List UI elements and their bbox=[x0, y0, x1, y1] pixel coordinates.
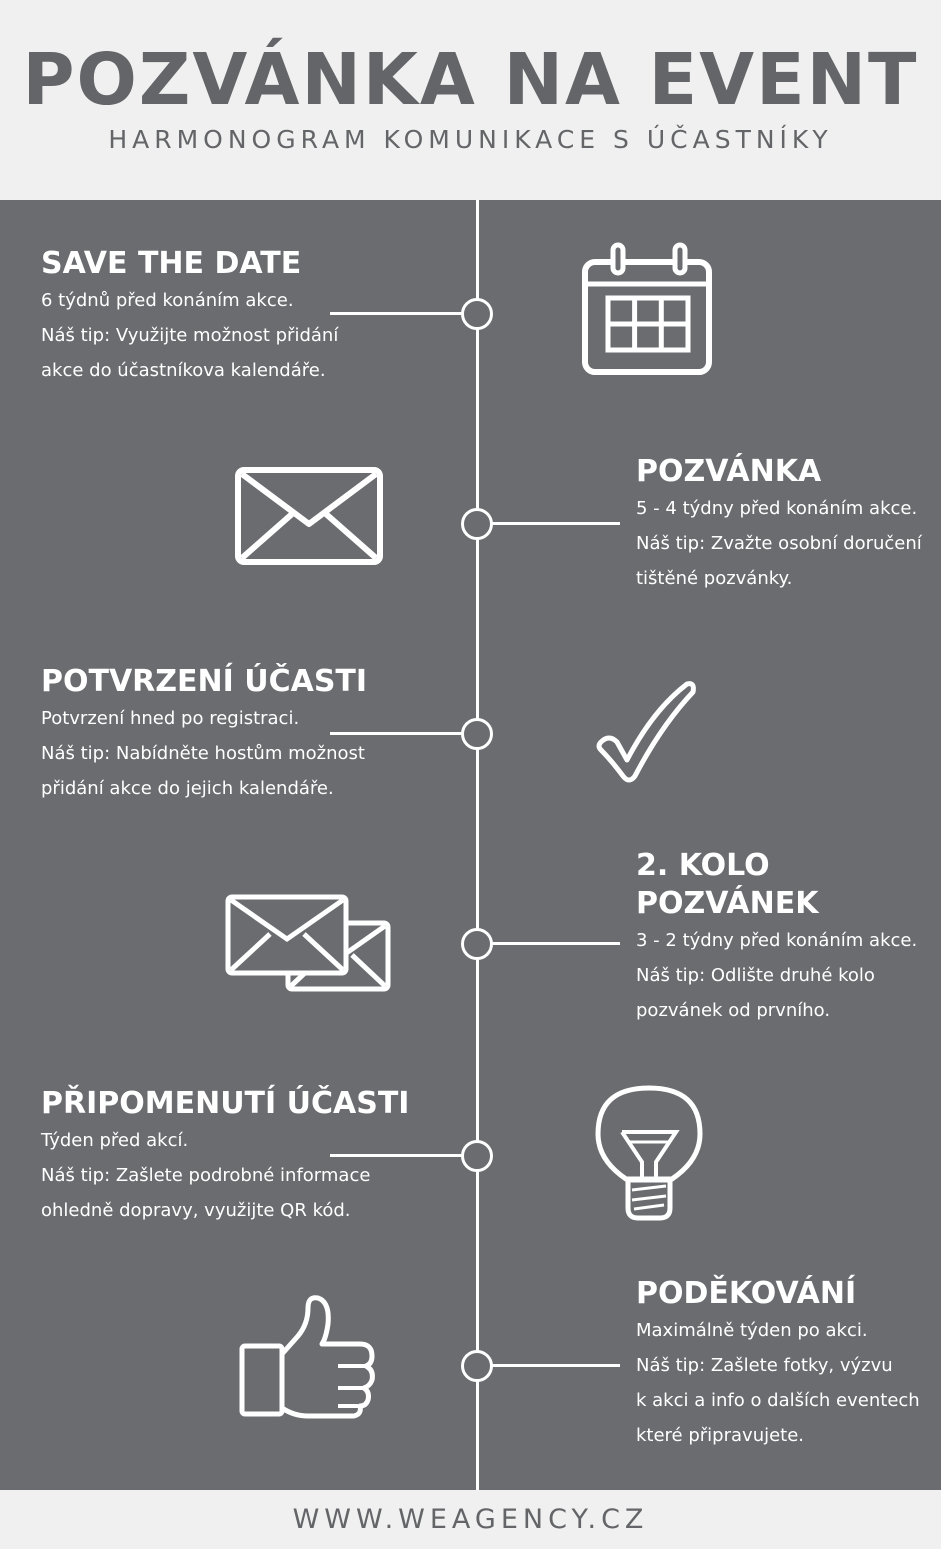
timeline-node-podekovani bbox=[461, 1350, 493, 1382]
step-line: Maximálně týden po akci. bbox=[636, 1320, 868, 1341]
step-line: které připravujete. bbox=[636, 1425, 805, 1446]
step-line: Náš tip: Zašlete fotky, výzvu bbox=[636, 1355, 893, 1376]
thumbs-up-icon bbox=[238, 1294, 378, 1419]
step-line: 6 týdnů před konáním akce. bbox=[41, 290, 294, 311]
lightbulb-icon bbox=[594, 1084, 704, 1224]
timeline-node-2-kolo bbox=[461, 928, 493, 960]
checkmark-icon bbox=[595, 680, 700, 785]
step-line: Náš tip: Nabídněte hostům možnost bbox=[41, 743, 365, 764]
step-title: PŘIPOMENUTÍ ÚČASTI bbox=[41, 1086, 410, 1121]
timeline-node-potvrzeni bbox=[461, 718, 493, 750]
page-title: POZVÁNKA NA EVENT bbox=[22, 38, 919, 121]
envelopes-icon bbox=[224, 893, 394, 993]
step-line: Náš tip: Odlište druhé kolo bbox=[636, 965, 875, 986]
step-title: SAVE THE DATE bbox=[41, 246, 302, 281]
connector-2-kolo bbox=[478, 942, 620, 945]
step-title-line: POZVÁNEK bbox=[636, 886, 819, 921]
connector-podekovani bbox=[478, 1364, 620, 1367]
calendar-icon bbox=[580, 242, 715, 377]
step-line: ohledně dopravy, využijte QR kód. bbox=[41, 1200, 351, 1221]
step-title: PODĚKOVÁNÍ bbox=[636, 1276, 857, 1311]
footer-url[interactable]: WWW.WEAGENCY.CZ bbox=[292, 1504, 649, 1535]
step-line: přidání akce do jejich kalendáře. bbox=[41, 778, 334, 799]
step-podekovani bbox=[636, 1275, 920, 1453]
step-line: Náš tip: Zašlete podrobné informace bbox=[41, 1165, 371, 1186]
step-save-the-date bbox=[41, 245, 338, 388]
timeline-node-pripomenuti bbox=[461, 1140, 493, 1172]
envelope-icon bbox=[234, 466, 384, 566]
step-line: tištěné pozvánky. bbox=[636, 568, 793, 589]
connector-save-the-date bbox=[330, 312, 476, 315]
step-line: Potvrzení hned po registraci. bbox=[41, 708, 300, 729]
step-line: Týden před akcí. bbox=[41, 1130, 189, 1151]
step-line: pozvánek od prvního. bbox=[636, 1000, 831, 1021]
timeline-node-pozvanka bbox=[461, 508, 493, 540]
step-line: 5 - 4 týdny před konáním akce. bbox=[636, 498, 918, 519]
step-line: Náš tip: Zvažte osobní doručení bbox=[636, 533, 922, 554]
step-line: Náš tip: Využijte možnost přidání bbox=[41, 325, 339, 346]
connector-pozvanka bbox=[478, 522, 620, 525]
step-pozvanka bbox=[636, 453, 922, 596]
step-potvrzeni-ucasti bbox=[41, 663, 367, 806]
step-line: 3 - 2 týdny před konáním akce. bbox=[636, 930, 918, 951]
timeline-node-save-the-date bbox=[461, 298, 493, 330]
page-subtitle: HARMONOGRAM KOMUNIKACE S ÚČASTNÍKY bbox=[108, 125, 833, 154]
timeline-line bbox=[476, 200, 479, 1490]
step-title: POZVÁNKA bbox=[636, 454, 822, 489]
step-line: k akci a info o dalších eventech bbox=[636, 1390, 920, 1411]
step-title-line: 2. KOLO bbox=[636, 848, 770, 883]
step-pripomenuti-ucasti bbox=[41, 1085, 409, 1228]
step-2-kolo-pozvanek bbox=[636, 847, 917, 1028]
step-line: akce do účastníkova kalendáře. bbox=[41, 360, 326, 381]
step-title: POTVRZENÍ ÚČASTI bbox=[41, 664, 368, 699]
